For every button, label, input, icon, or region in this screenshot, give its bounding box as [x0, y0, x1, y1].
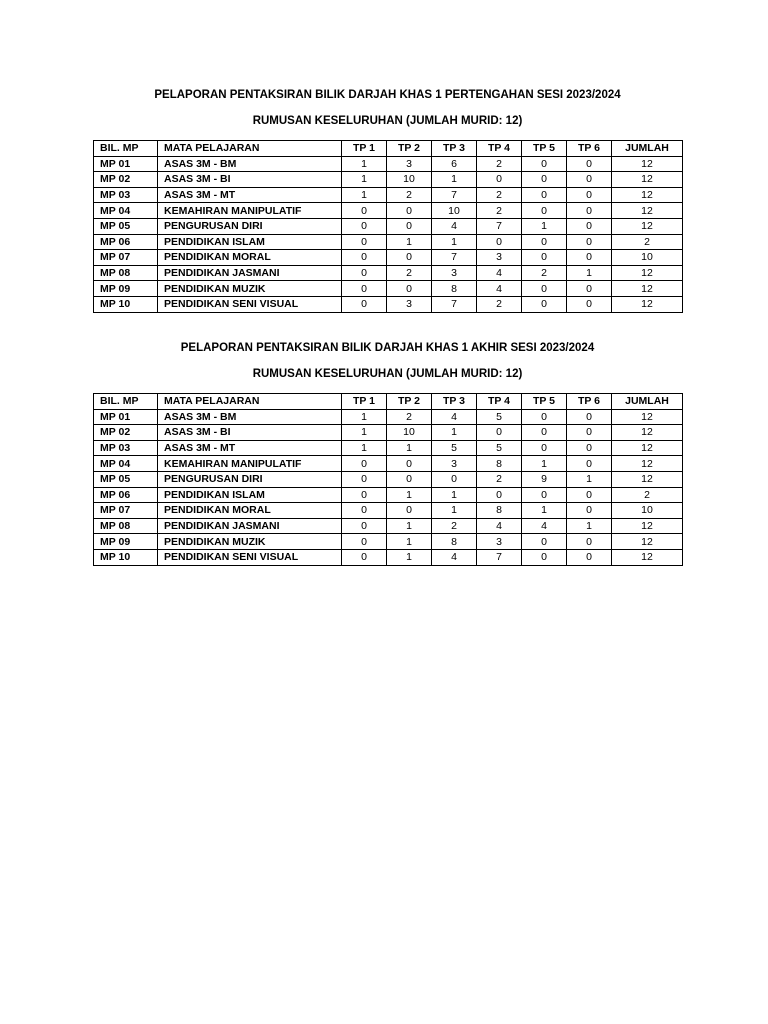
tp-5-count: 0: [522, 203, 567, 219]
subject-code: MP 01: [94, 409, 158, 425]
header-bil-mp: BIL. MP: [94, 394, 158, 410]
subject-name: PENDIDIKAN ISLAM: [158, 234, 342, 250]
subject-code: MP 06: [94, 234, 158, 250]
subject-code: MP 07: [94, 503, 158, 519]
tp-5-count: 0: [522, 250, 567, 266]
tp-1-count: 1: [342, 440, 387, 456]
header-tp-1: TP 1: [342, 141, 387, 157]
report-title: PELAPORAN PENTAKSIRAN BILIK DARJAH KHAS 1 AKHIR SESI 2023/2024: [180, 342, 595, 354]
subject-code: MP 06: [94, 487, 158, 503]
tp-3-count: 1: [432, 234, 477, 250]
tp-6-count: 0: [567, 203, 612, 219]
tp-2-count: 2: [387, 187, 432, 203]
tp-6-count: 0: [567, 425, 612, 441]
total-count: 12: [612, 218, 683, 234]
total-count: 10: [612, 503, 683, 519]
tp-4-count: 2: [477, 296, 522, 312]
total-count: 12: [612, 456, 683, 472]
subject-code: MP 02: [94, 425, 158, 441]
tp-4-count: 5: [477, 440, 522, 456]
header-tp-3: TP 3: [432, 141, 477, 157]
total-count: 10: [612, 250, 683, 266]
tp-4-count: 4: [477, 265, 522, 281]
tp-5-count: 0: [522, 234, 567, 250]
tp-3-count: 8: [432, 281, 477, 297]
tp-6-count: 0: [567, 409, 612, 425]
tp-1-count: 0: [342, 534, 387, 550]
tp-2-count: 0: [387, 471, 432, 487]
subject-code: MP 07: [94, 250, 158, 266]
tp-5-count: 2: [522, 265, 567, 281]
subject-name: ASAS 3M - MT: [158, 440, 342, 456]
tp-1-count: 0: [342, 203, 387, 219]
tp-3-count: 2: [432, 518, 477, 534]
subject-code: MP 03: [94, 187, 158, 203]
subject-name: ASAS 3M - BI: [158, 172, 342, 188]
tp-2-count: 2: [387, 409, 432, 425]
tp-4-count: 2: [477, 187, 522, 203]
table-row: [94, 250, 683, 266]
tp-6-count: 0: [567, 172, 612, 188]
tp-5-count: 1: [522, 218, 567, 234]
header-tp-3: TP 3: [432, 394, 477, 410]
tp-4-count: 8: [477, 456, 522, 472]
subject-name: PENDIDIKAN JASMANI: [158, 265, 342, 281]
header-bil-mp: BIL. MP: [94, 141, 158, 157]
tp-2-count: 1: [387, 234, 432, 250]
tp-2-count: 0: [387, 250, 432, 266]
table-row: [94, 534, 683, 550]
tp-1-count: 1: [342, 409, 387, 425]
subject-code: MP 08: [94, 265, 158, 281]
subject-code: MP 09: [94, 534, 158, 550]
tp-3-count: 10: [432, 203, 477, 219]
tp-2-count: 3: [387, 156, 432, 172]
table-row: [94, 518, 683, 534]
table-row: [94, 172, 683, 188]
tp-3-count: 3: [432, 265, 477, 281]
header-tp-5: TP 5: [522, 394, 567, 410]
report-subtitle: RUMUSAN KESELURUHAN (JUMLAH MURID: 12): [252, 368, 523, 380]
subject-name: ASAS 3M - BM: [158, 409, 342, 425]
tp-3-count: 1: [432, 503, 477, 519]
subject-name: PENDIDIKAN SENI VISUAL: [158, 549, 342, 565]
tp-1-count: 0: [342, 456, 387, 472]
tp-4-count: 4: [477, 281, 522, 297]
header-tp-2: TP 2: [387, 394, 432, 410]
tp-2-count: 0: [387, 456, 432, 472]
tp-3-count: 1: [432, 172, 477, 188]
report-section-mid-session: [93, 88, 682, 313]
header-mata-pelajaran: MATA PELAJARAN: [158, 141, 342, 157]
header-jumlah: JUMLAH: [612, 394, 683, 410]
table-header-row: [94, 394, 683, 410]
tp-3-count: 0: [432, 471, 477, 487]
total-count: 12: [612, 409, 683, 425]
total-count: 12: [612, 440, 683, 456]
header-tp-1: TP 1: [342, 394, 387, 410]
table-row: [94, 156, 683, 172]
subject-name: ASAS 3M - BM: [158, 156, 342, 172]
tp-1-count: 0: [342, 471, 387, 487]
total-count: 12: [612, 187, 683, 203]
tp-4-count: 3: [477, 534, 522, 550]
total-count: 12: [612, 534, 683, 550]
tp-1-count: 1: [342, 172, 387, 188]
subject-name: PENDIDIKAN MUZIK: [158, 534, 342, 550]
tp-5-count: 0: [522, 425, 567, 441]
subject-name: PENDIDIKAN MORAL: [158, 250, 342, 266]
tp-1-count: 0: [342, 487, 387, 503]
header-tp-6: TP 6: [567, 141, 612, 157]
tp-1-count: 1: [342, 156, 387, 172]
table-row: [94, 456, 683, 472]
tp-3-count: 4: [432, 409, 477, 425]
subject-code: MP 01: [94, 156, 158, 172]
tp-1-count: 0: [342, 265, 387, 281]
table-row: [94, 549, 683, 565]
tp-1-count: 1: [342, 187, 387, 203]
tp-6-count: 0: [567, 534, 612, 550]
header-tp-4: TP 4: [477, 141, 522, 157]
total-count: 2: [612, 487, 683, 503]
report-title: PELAPORAN PENTAKSIRAN BILIK DARJAH KHAS 1 PERTENGAHAN SESI 2023/2024: [154, 89, 621, 101]
table-row: [94, 203, 683, 219]
tp-6-count: 1: [567, 518, 612, 534]
tp-3-count: 7: [432, 187, 477, 203]
tp-5-count: 1: [522, 456, 567, 472]
table-row: [94, 487, 683, 503]
table-row: [94, 425, 683, 441]
tp-1-count: 0: [342, 296, 387, 312]
tp-6-count: 0: [567, 218, 612, 234]
header-tp-2: TP 2: [387, 141, 432, 157]
tp-3-count: 6: [432, 156, 477, 172]
tp-5-count: 0: [522, 156, 567, 172]
table-row: [94, 440, 683, 456]
subject-name: PENDIDIKAN MORAL: [158, 503, 342, 519]
tp-2-count: 1: [387, 518, 432, 534]
tp-5-count: 0: [522, 409, 567, 425]
tp-1-count: 0: [342, 218, 387, 234]
tp-3-count: 4: [432, 218, 477, 234]
tp-6-count: 0: [567, 296, 612, 312]
tp-4-count: 8: [477, 503, 522, 519]
total-count: 12: [612, 471, 683, 487]
table-row: [94, 409, 683, 425]
subject-code: MP 05: [94, 471, 158, 487]
tp-3-count: 5: [432, 440, 477, 456]
tp-1-count: 0: [342, 281, 387, 297]
table-row: [94, 187, 683, 203]
tp-4-count: 2: [477, 471, 522, 487]
tp-2-count: 0: [387, 281, 432, 297]
table-row: [94, 296, 683, 312]
subject-name: PENGURUSAN DIRI: [158, 471, 342, 487]
tp-5-count: 0: [522, 549, 567, 565]
tp-6-count: 0: [567, 456, 612, 472]
tp-4-count: 4: [477, 518, 522, 534]
tp-2-count: 0: [387, 203, 432, 219]
summary-table: [93, 140, 683, 313]
subject-name: PENDIDIKAN MUZIK: [158, 281, 342, 297]
tp-5-count: 1: [522, 503, 567, 519]
tp-1-count: 0: [342, 549, 387, 565]
summary-table: [93, 393, 683, 566]
tp-6-count: 1: [567, 471, 612, 487]
subject-code: MP 02: [94, 172, 158, 188]
tp-5-count: 0: [522, 172, 567, 188]
tp-3-count: 7: [432, 296, 477, 312]
table-row: [94, 503, 683, 519]
tp-6-count: 0: [567, 234, 612, 250]
report-subtitle: RUMUSAN KESELURUHAN (JUMLAH MURID: 12): [252, 115, 523, 127]
total-count: 2: [612, 234, 683, 250]
total-count: 12: [612, 296, 683, 312]
tp-4-count: 0: [477, 172, 522, 188]
tp-5-count: 0: [522, 534, 567, 550]
tp-2-count: 1: [387, 534, 432, 550]
tp-2-count: 3: [387, 296, 432, 312]
subject-code: MP 05: [94, 218, 158, 234]
tp-4-count: 0: [477, 234, 522, 250]
table-row: [94, 234, 683, 250]
total-count: 12: [612, 203, 683, 219]
header-jumlah: JUMLAH: [612, 141, 683, 157]
table-row: [94, 265, 683, 281]
tp-4-count: 3: [477, 250, 522, 266]
tp-5-count: 4: [522, 518, 567, 534]
tp-6-count: 0: [567, 549, 612, 565]
table-header-row: [94, 141, 683, 157]
tp-2-count: 10: [387, 172, 432, 188]
tp-4-count: 5: [477, 409, 522, 425]
tp-2-count: 0: [387, 503, 432, 519]
tp-4-count: 2: [477, 203, 522, 219]
total-count: 12: [612, 549, 683, 565]
tp-5-count: 0: [522, 187, 567, 203]
subject-name: PENDIDIKAN ISLAM: [158, 487, 342, 503]
header-mata-pelajaran: MATA PELAJARAN: [158, 394, 342, 410]
tp-6-count: 0: [567, 187, 612, 203]
subject-name: PENGURUSAN DIRI: [158, 218, 342, 234]
tp-6-count: 0: [567, 250, 612, 266]
tp-4-count: 0: [477, 487, 522, 503]
tp-1-count: 0: [342, 518, 387, 534]
tp-5-count: 0: [522, 487, 567, 503]
subject-code: MP 10: [94, 549, 158, 565]
subject-name: KEMAHIRAN MANIPULATIF: [158, 456, 342, 472]
tp-3-count: 8: [432, 534, 477, 550]
tp-4-count: 2: [477, 156, 522, 172]
subject-name: ASAS 3M - BI: [158, 425, 342, 441]
subject-code: MP 04: [94, 456, 158, 472]
total-count: 12: [612, 156, 683, 172]
subject-name: ASAS 3M - MT: [158, 187, 342, 203]
subject-name: KEMAHIRAN MANIPULATIF: [158, 203, 342, 219]
total-count: 12: [612, 265, 683, 281]
tp-6-count: 0: [567, 440, 612, 456]
tp-1-count: 0: [342, 250, 387, 266]
tp-3-count: 1: [432, 425, 477, 441]
table-row: [94, 471, 683, 487]
total-count: 12: [612, 281, 683, 297]
tp-5-count: 0: [522, 440, 567, 456]
tp-3-count: 4: [432, 549, 477, 565]
tp-1-count: 1: [342, 425, 387, 441]
header-tp-6: TP 6: [567, 394, 612, 410]
tp-6-count: 1: [567, 265, 612, 281]
header-tp-4: TP 4: [477, 394, 522, 410]
total-count: 12: [612, 518, 683, 534]
tp-5-count: 0: [522, 281, 567, 297]
tp-5-count: 9: [522, 471, 567, 487]
tp-2-count: 1: [387, 549, 432, 565]
tp-5-count: 0: [522, 296, 567, 312]
subject-code: MP 08: [94, 518, 158, 534]
tp-2-count: 1: [387, 487, 432, 503]
table-row: [94, 281, 683, 297]
tp-4-count: 7: [477, 218, 522, 234]
tp-3-count: 7: [432, 250, 477, 266]
subject-code: MP 09: [94, 281, 158, 297]
tp-3-count: 3: [432, 456, 477, 472]
total-count: 12: [612, 172, 683, 188]
report-section-end-session: [93, 341, 682, 566]
tp-3-count: 1: [432, 487, 477, 503]
subject-code: MP 04: [94, 203, 158, 219]
header-tp-5: TP 5: [522, 141, 567, 157]
table-row: [94, 218, 683, 234]
tp-4-count: 7: [477, 549, 522, 565]
tp-6-count: 0: [567, 503, 612, 519]
subject-code: MP 03: [94, 440, 158, 456]
tp-2-count: 10: [387, 425, 432, 441]
tp-6-count: 0: [567, 281, 612, 297]
tp-6-count: 0: [567, 156, 612, 172]
total-count: 12: [612, 425, 683, 441]
tp-2-count: 1: [387, 440, 432, 456]
subject-name: PENDIDIKAN JASMANI: [158, 518, 342, 534]
tp-4-count: 0: [477, 425, 522, 441]
tp-1-count: 0: [342, 234, 387, 250]
tp-2-count: 0: [387, 218, 432, 234]
subject-name: PENDIDIKAN SENI VISUAL: [158, 296, 342, 312]
tp-2-count: 2: [387, 265, 432, 281]
tp-1-count: 0: [342, 503, 387, 519]
subject-code: MP 10: [94, 296, 158, 312]
tp-6-count: 0: [567, 487, 612, 503]
